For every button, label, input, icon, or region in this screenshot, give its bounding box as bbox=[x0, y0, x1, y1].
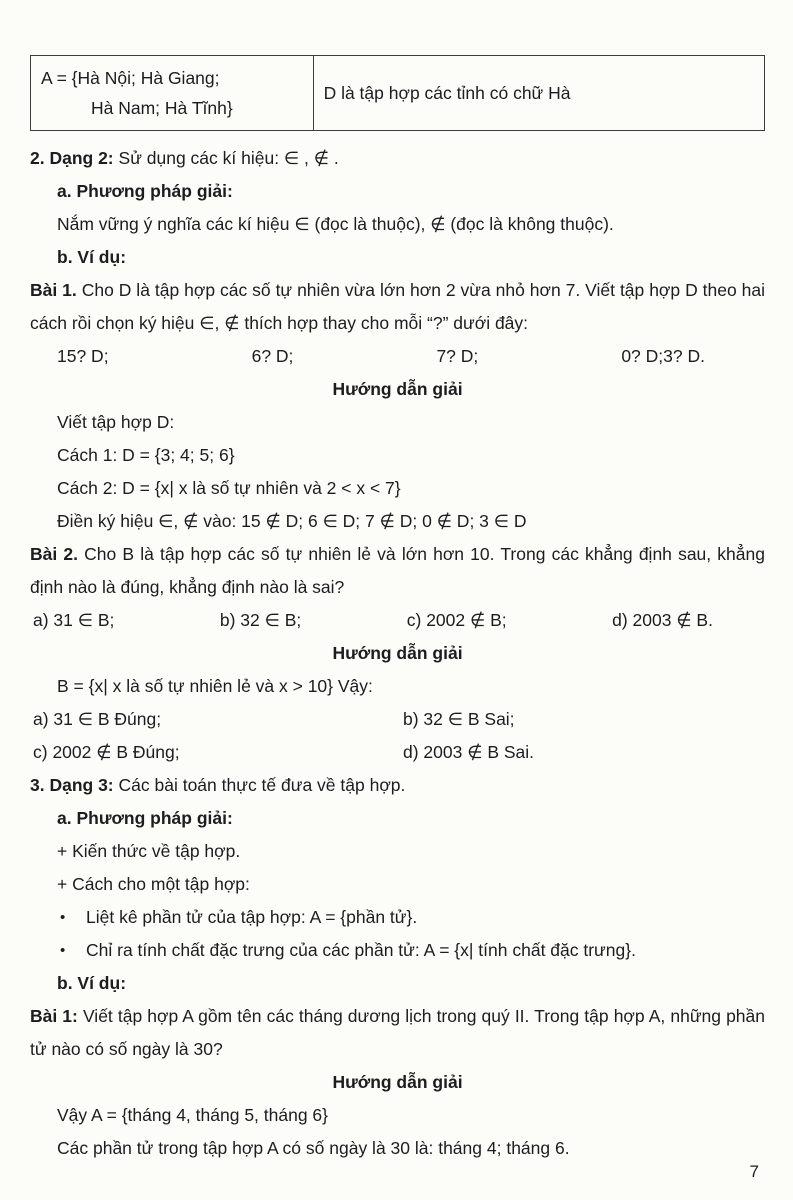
section-3-bullet-text: Liệt kê phần tử của tập hợp: A = {phần tử}. bbox=[86, 907, 418, 927]
problem-1-item: 0? D;3? D. bbox=[621, 346, 705, 366]
problem-2-item: d) 2003 ∉ B. bbox=[612, 610, 713, 630]
section-3-problem-1-label: Bài 1: bbox=[30, 1006, 78, 1026]
set-example-table bbox=[30, 55, 765, 131]
section-3-point: + Kiến thức về tập hợp. bbox=[57, 841, 241, 861]
problem-1-label: Bài 1. bbox=[30, 280, 77, 300]
solution-guide-heading: Hướng dẫn giải bbox=[332, 379, 463, 399]
section-3-text: Các bài toán thực tế đưa về tập hợp. bbox=[118, 775, 406, 795]
problem-2-items-row bbox=[30, 604, 765, 637]
problem-2-answer: b) 32 ∈ B Sai; bbox=[403, 709, 515, 729]
bullet-icon: • bbox=[60, 942, 66, 959]
problem-1-item: 7? D; bbox=[436, 346, 479, 366]
problem-1-statement bbox=[30, 274, 765, 340]
problem-2-statement bbox=[30, 538, 765, 604]
method-label-text: a. Phương pháp giải: bbox=[57, 808, 233, 828]
example-label-text: b. Ví dụ: bbox=[57, 247, 127, 267]
section-3-bullet-row bbox=[30, 901, 765, 934]
problem-2-text: Cho B là tập hợp các số tự nhiên lẻ và lớn hơn 10. Trong các khẳng định sau, khẳng định nào là đúng, khẳng định nào là sai? bbox=[30, 544, 765, 597]
problem-2-answer: a) 31 ∈ B Đúng; bbox=[33, 709, 162, 729]
table-cell-set-description: D là tập hợp các tỉnh có chữ Hà bbox=[313, 56, 764, 131]
section-2-method-label bbox=[30, 175, 765, 208]
table-cell-set-notation bbox=[31, 56, 314, 131]
example-label-text: b. Ví dụ: bbox=[57, 973, 127, 993]
problem-2-answers-row bbox=[30, 703, 765, 736]
problem-2-item: a) 31 ∈ B; bbox=[33, 610, 115, 630]
page-number: 7 bbox=[749, 1162, 759, 1181]
problem-2-label: Bài 2. bbox=[30, 544, 78, 564]
problem-1-solution-line: Cách 2: D = {x| x là số tự nhiên và 2 < x < 7} bbox=[57, 478, 401, 498]
problem-2-answers-row bbox=[30, 736, 765, 769]
problem-1-item: 6? D; bbox=[251, 346, 294, 366]
section-2-text: Sử dụng các kí hiệu: ∈ , ∉ . bbox=[118, 148, 339, 168]
method-label-text: a. Phương pháp giải: bbox=[57, 181, 233, 201]
section-2-heading bbox=[30, 142, 765, 175]
section-2-label: 2. Dạng 2: bbox=[30, 148, 114, 168]
problem-2-item: b) 32 ∈ B; bbox=[219, 610, 302, 630]
section-3-example-label bbox=[30, 967, 765, 1000]
set-notation-line1: A = {Hà Nội; Hà Giang; bbox=[41, 68, 220, 88]
problem-2-item: c) 2002 ∉ B; bbox=[406, 610, 507, 630]
problem-2-answer: c) 2002 ∉ B Đúng; bbox=[33, 742, 180, 762]
section-3-label: 3. Dạng 3: bbox=[30, 775, 114, 795]
section-3-bullet-row bbox=[30, 934, 765, 967]
table-row bbox=[31, 56, 765, 131]
set-notation-line2: Hà Nam; Hà Tĩnh} bbox=[91, 98, 233, 118]
section-3-bullet-text: Chỉ ra tính chất đặc trưng của các phần tử: A = {x| tính chất đặc trưng}. bbox=[86, 940, 636, 960]
problem-2-solution-line: B = {x| x là số tự nhiên lẻ và x > 10} Vậy: bbox=[57, 676, 373, 696]
solution-guide-heading: Hướng dẫn giải bbox=[332, 1072, 463, 1092]
section-3-solution-line: Các phần tử trong tập hợp A có số ngày là 30 là: tháng 4; tháng 6. bbox=[57, 1138, 570, 1158]
problem-1-solution-line: Điền ký hiệu ∈, ∉ vào: 15 ∉ D; 6 ∈ D; 7 ∉ D; 0 ∉ D; 3 ∈ D bbox=[57, 511, 527, 531]
section-2-method-text: Nắm vững ý nghĩa các kí hiệu ∈ (đọc là thuộc), ∉ (đọc là không thuộc). bbox=[57, 214, 614, 234]
problem-1-solution-line: Viết tập hợp D: bbox=[57, 412, 175, 432]
section-3-method-label bbox=[30, 802, 765, 835]
section-3-problem-1-text: Viết tập hợp A gồm tên các tháng dương lịch trong quý II. Trong tập hợp A, những phần tử nào có số ngày là 30? bbox=[30, 1006, 765, 1059]
section-3-point: + Cách cho một tập hợp: bbox=[57, 874, 250, 894]
bullet-icon: • bbox=[60, 909, 66, 926]
problem-1-items-row bbox=[30, 340, 765, 373]
problem-1-solution-line: Cách 1: D = {3; 4; 5; 6} bbox=[57, 445, 235, 465]
section-3-solution-line: Vậy A = {tháng 4, tháng 5, tháng 6} bbox=[57, 1105, 329, 1125]
problem-2-answer: d) 2003 ∉ B Sai. bbox=[403, 742, 535, 762]
section-3-problem-1-statement bbox=[30, 1000, 765, 1066]
section-2-example-label bbox=[30, 241, 765, 274]
section-3-heading bbox=[30, 769, 765, 802]
solution-guide-heading: Hướng dẫn giải bbox=[332, 643, 463, 663]
problem-1-text: Cho D là tập hợp các số tự nhiên vừa lớn hơn 2 vừa nhỏ hơn 7. Viết tập hợp D theo hai cách rồi chọn ký hiệu ∈, ∉ thích hợp thay cho mỗi “?” dưới đây: bbox=[30, 280, 765, 333]
problem-1-item: 15? D; bbox=[57, 346, 109, 366]
